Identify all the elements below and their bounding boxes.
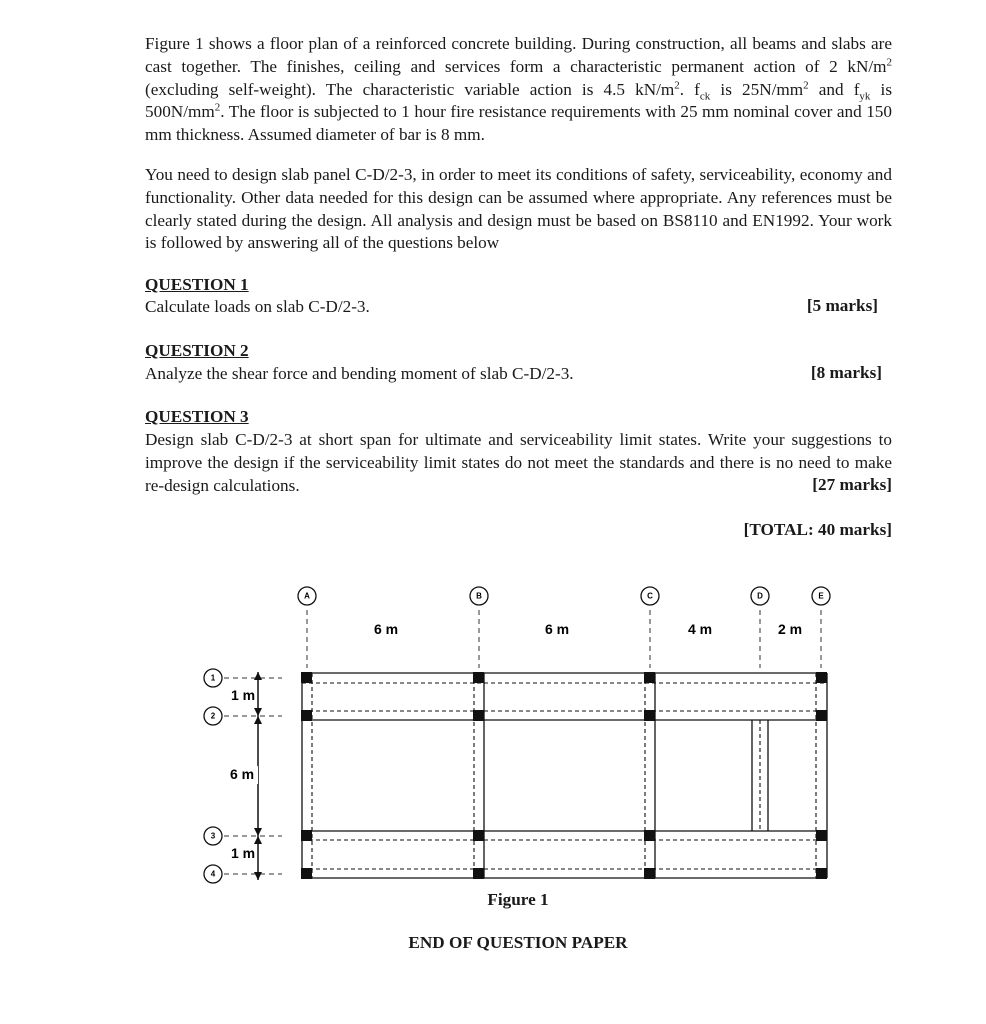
svg-text:4: 4 bbox=[210, 869, 216, 879]
columns bbox=[301, 672, 827, 879]
question-3-heading: QUESTION 3 bbox=[145, 407, 249, 426]
svg-text:2: 2 bbox=[210, 711, 216, 721]
row-label-4 bbox=[204, 865, 222, 883]
end-of-paper: END OF QUESTION PAPER bbox=[408, 933, 628, 952]
question-2-heading: QUESTION 2 bbox=[145, 341, 249, 360]
span-23-label: 6 m bbox=[229, 766, 255, 782]
svg-text:E: E bbox=[818, 591, 824, 601]
svg-text:C: C bbox=[647, 591, 653, 601]
column-label-b bbox=[470, 587, 488, 605]
question-2-marks: [8 marks] bbox=[810, 363, 882, 382]
span-bc-label: 6 m bbox=[544, 621, 570, 637]
span-de-label: 2 m bbox=[777, 621, 803, 637]
intro-paragraph-1: Figure 1 shows a floor plan of a reinforced concrete building. During construction, all beams and slabs are cast together. The finishes, ceiling and services form a characteristic permanent action of 2 $kN/m^2$ (excluding self-weight). The characteristic variable action is 4.5 $kN/m^2$. $f_{ck}$ is $25N/mm^2$ and $f_{yk}$ is $500N/mm^2$. The floor is subjected to 1 hour fire resistance requirements with 25 mm nominal cover and 150 mm thickness. Assumed diameter of bar is 8 mm. bbox=[145, 34, 893, 145]
column-label-c bbox=[641, 587, 659, 605]
svg-text:1: 1 bbox=[210, 673, 216, 683]
beam-layout bbox=[302, 673, 827, 878]
span-cd-label: 4 m bbox=[687, 621, 713, 637]
row-label-1 bbox=[204, 669, 222, 687]
question-1-text: Calculate loads on slab C-D/2-3. bbox=[145, 297, 370, 316]
row-label-3 bbox=[204, 827, 222, 845]
svg-text:D: D bbox=[757, 591, 763, 601]
row-label-2 bbox=[204, 707, 222, 725]
svg-text:B: B bbox=[476, 591, 482, 601]
column-label-e bbox=[812, 587, 830, 605]
span-ab-label: 6 m bbox=[373, 621, 399, 637]
question-1-marks: [5 marks] bbox=[806, 296, 878, 315]
question-3-text: Design slab C-D/2-3 at short span for ultimate and serviceability limit states. Write your suggestions to improve the design if the serviceability limit states do not meet the standards and there is no need to make re-design calculations. bbox=[145, 430, 892, 495]
span-12-label: 1 m bbox=[230, 687, 256, 703]
column-label-a bbox=[298, 587, 316, 605]
total-marks: [TOTAL: 40 marks] bbox=[743, 520, 892, 539]
svg-text:A: A bbox=[304, 591, 310, 601]
svg-text:3: 3 bbox=[210, 831, 216, 841]
column-label-d bbox=[751, 587, 769, 605]
question-2-text: Analyze the shear force and bending moment of slab C-D/2-3. bbox=[145, 364, 574, 383]
intro-paragraph-2: You need to design slab panel C-D/2-3, in order to meet its conditions of safety, serviceability, economy and functionality. Other data needed for this design can be assumed where appropriate. Any references must be clearly stated during the design. All analysis and design must be based on BS8110 and EN1992. Your work is followed by answering all of the questions below bbox=[145, 165, 892, 253]
floor-plan-figure bbox=[0, 575, 986, 895]
span-34-label: 1 m bbox=[230, 845, 256, 861]
figure-caption: Figure 1 bbox=[487, 890, 549, 909]
question-1-heading: QUESTION 1 bbox=[145, 275, 249, 294]
question-3-marks: [27 marks] bbox=[812, 475, 892, 494]
